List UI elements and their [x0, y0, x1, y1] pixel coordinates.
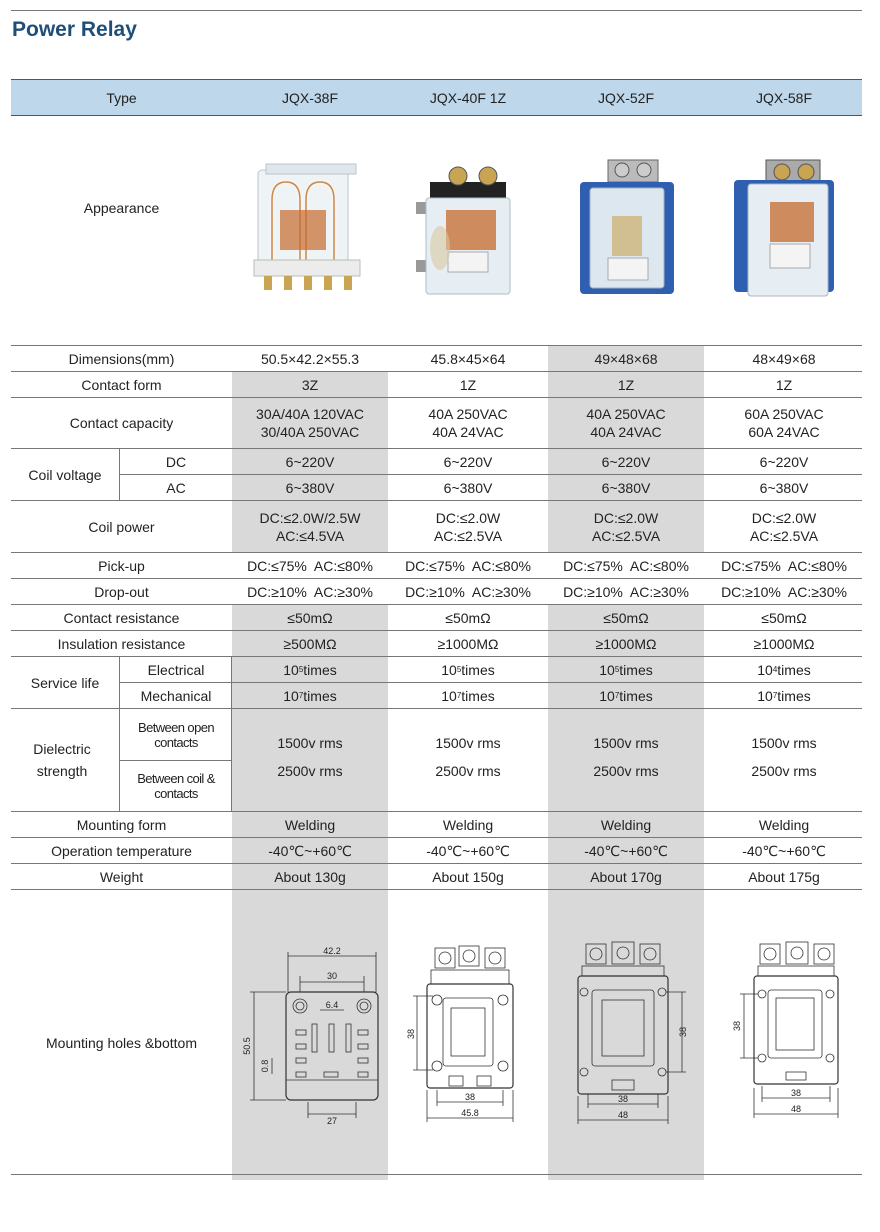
value-mechanical-1	[232, 683, 388, 708]
value-drop-out-2: DC:≥10% AC:≥30%	[405, 583, 531, 600]
label-weight: Weight	[99, 868, 144, 885]
label-contact-resistance: Contact resistance	[63, 609, 180, 626]
value-contact-capacity-2	[390, 398, 546, 448]
dim-38-inner: 30	[326, 971, 338, 981]
life-unit: times	[303, 687, 337, 704]
value-weight-1: About 130g	[274, 868, 346, 885]
drawing-jqx38	[240, 948, 385, 1128]
value-operation-temperature-1: -40℃~+60℃	[268, 842, 352, 859]
value-coil-ac-2: 6~380V	[443, 479, 493, 496]
value-dielectric-open-2: 1500v rms	[435, 735, 501, 751]
value-dielectric-open-4: 1500v rms	[751, 735, 817, 751]
life-unit: times	[619, 661, 653, 678]
capacity-line: 40A 24VAC	[590, 424, 662, 440]
label-operation-temperature: Operation temperature	[51, 842, 192, 859]
capacity-line: 60A 24VAC	[748, 424, 820, 440]
value-mounting-form-1: Welding	[284, 816, 336, 833]
life-unit: times	[777, 661, 811, 678]
life-exp: 4	[772, 664, 778, 674]
value-insulation-resistance-3: ≥1000MΩ	[595, 635, 657, 652]
label-coil-voltage-ac: AC	[166, 479, 186, 496]
dim-58-height: 38	[732, 1020, 742, 1032]
label-insulation-resistance: Insulation resistance	[57, 635, 186, 652]
life-base: 10	[283, 661, 299, 678]
value-dimensions-2: 45.8×45×64	[430, 350, 506, 367]
value-electrical-4	[706, 657, 862, 682]
value-dimensions-4: 48×49×68	[752, 350, 816, 367]
value-weight-4: About 175g	[748, 868, 820, 885]
life-unit: times	[461, 687, 495, 704]
drawing-jqx52	[568, 938, 693, 1128]
value-weight-2: About 150g	[432, 868, 504, 885]
relay-image-jqx58	[730, 158, 840, 300]
value-drop-out-1: DC:≥10% AC:≥30%	[247, 583, 373, 600]
value-contact-resistance-4: ≤50mΩ	[761, 609, 807, 626]
value-mounting-form-2: Welding	[442, 816, 494, 833]
capacity-line: 40A 24VAC	[432, 424, 504, 440]
label-dielectric	[11, 709, 113, 811]
value-dimensions-3: 49×48×68	[594, 350, 658, 367]
power-line: DC:≤2.0W/2.5W	[259, 509, 361, 526]
label-coil-voltage-dc: DC	[165, 453, 187, 470]
value-operation-temperature-2: -40℃~+60℃	[426, 842, 510, 859]
value-coil-dc-3: 6~220V	[601, 453, 651, 470]
life-exp: 5	[298, 664, 304, 674]
life-base: 10	[757, 687, 773, 704]
label-contact-capacity: Contact capacity	[69, 415, 174, 431]
value-coil-ac-4: 6~380V	[759, 479, 809, 496]
value-coil-dc-4: 6~220V	[759, 453, 809, 470]
dim-40-inner: 38	[464, 1092, 476, 1102]
value-pick-up-1: DC:≤75% AC:≤80%	[247, 557, 373, 574]
label-appearance: Appearance	[83, 200, 160, 216]
value-insulation-resistance-2: ≥1000MΩ	[437, 635, 499, 652]
value-dielectric-coil-3: 2500v rms	[593, 763, 659, 779]
value-electrical-1	[232, 657, 388, 682]
value-insulation-resistance-1: ≥500MΩ	[283, 635, 337, 652]
life-base: 10	[441, 661, 457, 678]
value-coil-ac-1: 6~380V	[285, 479, 335, 496]
label-coil-power: Coil power	[88, 518, 155, 535]
capacity-line: 30/40A 250VAC	[260, 424, 360, 440]
dielectric-label-line: strength	[36, 763, 88, 779]
header-model-2: JQX-40F 1Z	[429, 89, 507, 106]
life-base: 10	[599, 687, 615, 704]
power-line: AC:≤2.5VA	[433, 527, 503, 544]
value-coil-power-4	[706, 501, 862, 552]
label-service-life: Service life	[30, 674, 100, 691]
value-coil-power-1	[232, 501, 388, 552]
value-contact-capacity-4	[706, 398, 862, 448]
value-operation-temperature-3: -40℃~+60℃	[584, 842, 668, 859]
capacity-line: 60A 250VAC	[744, 406, 824, 422]
dim-38-height: 50.5	[242, 1037, 252, 1055]
dim-58-inner: 38	[790, 1088, 802, 1098]
life-base: 10	[757, 661, 773, 678]
life-exp: 7	[298, 690, 304, 700]
life-unit: times	[619, 687, 653, 704]
label-electrical: Electrical	[147, 661, 205, 678]
value-contact-resistance-2: ≤50mΩ	[445, 609, 491, 626]
label-pick-up: Pick-up	[98, 557, 145, 574]
relay-image-jqx38	[250, 160, 365, 300]
value-electrical-2	[390, 657, 546, 682]
header-model-3: JQX-52F	[597, 89, 654, 106]
life-base: 10	[283, 687, 299, 704]
relay-image-jqx40	[410, 160, 520, 300]
label-between-open: Between open contacts	[138, 720, 214, 750]
row-divider	[11, 708, 862, 709]
dim-52-width: 48	[617, 1110, 629, 1120]
life-exp: 5	[614, 664, 620, 674]
value-dielectric-open-1: 1500v rms	[277, 735, 343, 751]
value-pick-up-3: DC:≤75% AC:≤80%	[563, 557, 689, 574]
page-title: Power Relay	[12, 18, 137, 41]
label-coil-voltage: Coil voltage	[28, 466, 102, 483]
value-mounting-form-4: Welding	[758, 816, 810, 833]
power-line: DC:≤2.0W	[593, 509, 659, 526]
value-coil-dc-1: 6~220V	[285, 453, 335, 470]
row-divider	[11, 889, 862, 890]
drawing-jqx40	[405, 940, 525, 1125]
life-exp: 5	[456, 664, 462, 674]
capacity-line: 40A 250VAC	[428, 406, 508, 422]
value-mechanical-4	[706, 683, 862, 708]
value-contact-capacity-1	[232, 398, 388, 448]
value-coil-power-3	[548, 501, 704, 552]
dim-40-width: 45.8	[461, 1108, 479, 1118]
life-unit: times	[461, 661, 495, 678]
value-dielectric-coil-2: 2500v rms	[435, 763, 501, 779]
value-insulation-resistance-4: ≥1000MΩ	[753, 635, 815, 652]
power-line: DC:≤2.0W	[435, 509, 501, 526]
label-contact-form: Contact form	[81, 376, 162, 393]
value-contact-form-4: 1Z	[775, 376, 793, 393]
dielectric-label-line: Dielectric	[33, 741, 91, 757]
header-model-4: JQX-58F	[755, 89, 812, 106]
life-base: 10	[441, 687, 457, 704]
value-dielectric-coil-4: 2500v rms	[751, 763, 817, 779]
value-mechanical-2	[390, 683, 546, 708]
label-mechanical: Mechanical	[140, 687, 212, 704]
dim-58-width: 48	[790, 1104, 802, 1114]
relay-image-jqx52	[572, 158, 682, 300]
value-contact-form-2: 1Z	[459, 376, 477, 393]
value-contact-form-1: 3Z	[301, 376, 319, 393]
row-divider	[119, 760, 232, 761]
power-line: AC:≤4.5VA	[275, 527, 345, 544]
value-pick-up-2: DC:≤75% AC:≤80%	[405, 557, 531, 574]
header-model-1: JQX-38F	[281, 89, 338, 106]
capacity-line: 30A/40A 120VAC	[256, 406, 364, 422]
label-dimensions: Dimensions(mm)	[68, 350, 175, 367]
value-operation-temperature-4: -40℃~+60℃	[742, 842, 826, 859]
value-contact-resistance-1: ≤50mΩ	[287, 609, 333, 626]
label-mounting-form: Mounting form	[76, 816, 167, 833]
header-type: Type	[106, 89, 137, 106]
drawing-jqx58	[728, 938, 853, 1123]
dim-38-pin: 6.4	[325, 1000, 339, 1010]
value-coil-dc-2: 6~220V	[443, 453, 493, 470]
row-divider	[11, 1174, 862, 1175]
life-exp: 7	[772, 690, 778, 700]
value-dimensions-1: 50.5×42.2×55.3	[260, 350, 360, 367]
power-line: AC:≤2.5VA	[591, 527, 661, 544]
value-electrical-3	[548, 657, 704, 682]
life-unit: times	[303, 661, 337, 678]
power-line: AC:≤2.5VA	[749, 527, 819, 544]
dim-38-width: 42.2	[323, 946, 341, 956]
value-coil-ac-3: 6~380V	[601, 479, 651, 496]
dim-40-height: 38	[406, 1028, 416, 1040]
value-contact-capacity-3	[548, 398, 704, 448]
top-rule	[11, 10, 862, 11]
value-drop-out-3: DC:≥10% AC:≥30%	[563, 583, 689, 600]
dim-52-inner: 38	[617, 1094, 629, 1104]
value-mechanical-3	[548, 683, 704, 708]
value-coil-power-2	[390, 501, 546, 552]
life-unit: times	[777, 687, 811, 704]
value-pick-up-4: DC:≤75% AC:≤80%	[721, 557, 847, 574]
label-drop-out: Drop-out	[94, 583, 149, 600]
life-base: 10	[599, 661, 615, 678]
power-line: DC:≤2.0W	[751, 509, 817, 526]
capacity-line: 40A 250VAC	[586, 406, 666, 422]
dim-38-gap: 0.8	[260, 1059, 270, 1073]
value-dielectric-coil-1: 2500v rms	[277, 763, 343, 779]
value-contact-resistance-3: ≤50mΩ	[603, 609, 649, 626]
label-between-coil: Between coil & contacts	[137, 771, 215, 801]
value-drop-out-4: DC:≥10% AC:≥30%	[721, 583, 847, 600]
life-exp: 7	[614, 690, 620, 700]
life-exp: 7	[456, 690, 462, 700]
dim-38-bottom: 27	[326, 1116, 338, 1126]
label-mounting-holes: Mounting holes &bottom	[46, 1034, 197, 1051]
value-dielectric-open-3: 1500v rms	[593, 735, 659, 751]
value-contact-form-3: 1Z	[617, 376, 635, 393]
value-weight-3: About 170g	[590, 868, 662, 885]
dim-52-height: 38	[678, 1026, 688, 1038]
value-mounting-form-3: Welding	[600, 816, 652, 833]
